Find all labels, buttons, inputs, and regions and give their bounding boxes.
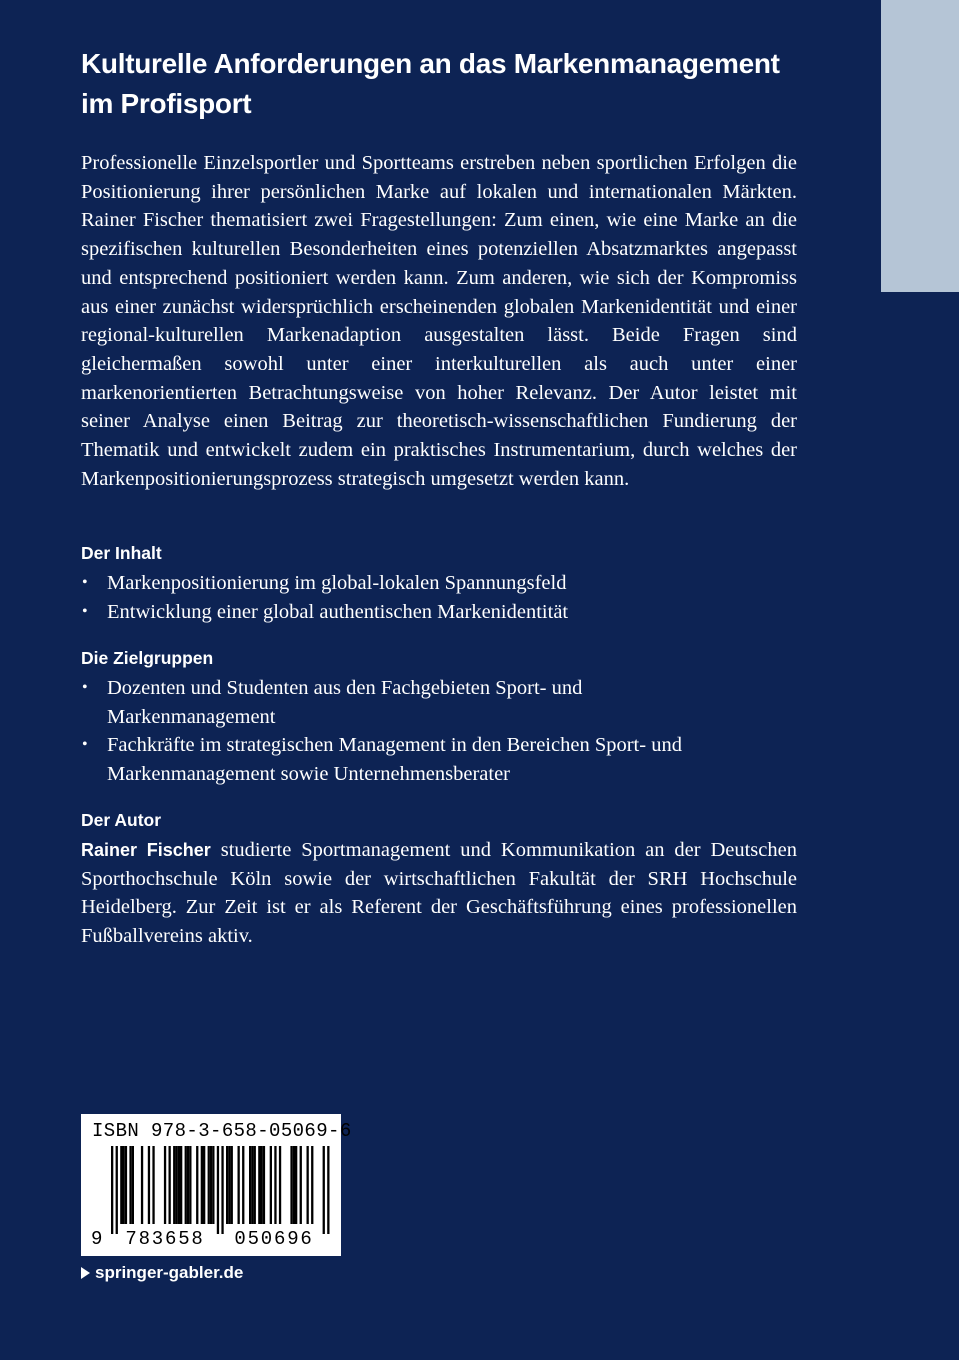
- barcode-bar: [270, 1146, 272, 1224]
- ean-first-digit: 9: [91, 1228, 103, 1250]
- barcode-bar: [228, 1146, 230, 1224]
- barcode-bar: [295, 1146, 297, 1224]
- zielgruppen-heading: Die Zielgruppen: [81, 648, 214, 668]
- publisher-url: springer-gabler.de: [95, 1263, 244, 1282]
- barcode-bar: [210, 1146, 212, 1224]
- author-bio: [81, 836, 797, 951]
- barcode-bar: [187, 1146, 189, 1224]
- barcode-bar: [123, 1146, 125, 1224]
- zielgruppen-list: [81, 674, 771, 788]
- barcode-bar: [300, 1146, 302, 1224]
- barcode-bar: [261, 1146, 263, 1224]
- ean-left-digits: 783658: [125, 1228, 205, 1250]
- barcode-bar: [290, 1146, 292, 1224]
- barcode-bar: [251, 1146, 253, 1224]
- ean-right-digits: 050696: [234, 1228, 314, 1250]
- barcode-bar: [185, 1146, 187, 1224]
- barcode-bar: [152, 1146, 154, 1224]
- autor-heading: Der Autor: [81, 810, 162, 830]
- barcode-bar: [208, 1146, 210, 1224]
- intro-paragraph: Professionelle Einzelsportler und Sportteams erstreben neben sportlichen Erfolgen die Positionierung ihrer persönlichen Marke auf lokalen und internationalen Märkten. Rainer Fischer thematisiert zwei Fragestellungen: Zum einen, wie eine Marke an die spezifischen kulturellen Besonderheiten eines potenziellen Absatzmarktes angepasst und entsprechend positioniert werden kann. Zum anderen, wie sich der Kompromiss aus einer zunächst widersprüchlich erscheinenden globalen Markenidentität und einer regional-kulturellen Markenadaption ausgestalten lässt. Beide Fragen sind gleichermaßen sowohl unter einer interkulturellen als auch unter einer markenorientierten Betrachtungsweise von hoher Relevanz. Der Autor leistet mit seiner Analyse einen Beitrag zur theoretisch-wissenschaftlichen Fundierung der Thematik und entwickelt zudem ein praktisches Instrumentarium, durch welches der Markenpositionierungsprozess strategisch umgesetzt werden kann.: [81, 152, 797, 490]
- inhalt-heading: Der Inhalt: [81, 543, 162, 563]
- barcode-bar: [307, 1146, 309, 1224]
- barcode-bar: [231, 1146, 233, 1224]
- barcode-bar: [217, 1146, 219, 1234]
- barcode-bar: [141, 1146, 143, 1224]
- barcode-bar: [180, 1146, 182, 1224]
- barcode-bar: [249, 1146, 251, 1224]
- barcode-bar: [116, 1146, 118, 1234]
- barcode-bar: [238, 1146, 240, 1224]
- inhalt-item: • Markenpositionierung im global-lokalen Spannungsfeld: [81, 569, 801, 598]
- page-title: [81, 44, 801, 124]
- barcode-bar: [221, 1146, 223, 1234]
- inhalt-list: [81, 569, 801, 626]
- publisher-link[interactable]: [81, 1262, 243, 1284]
- barcode-bar: [120, 1146, 122, 1224]
- title-line-2: im Profisport: [81, 88, 252, 119]
- barcode-bar: [189, 1146, 191, 1224]
- inhalt-item: • Entwicklung einer global authentischen Markenidentität: [81, 598, 801, 627]
- title-line-1: Kulturelle Anforderungen an das Markenmanagement: [81, 48, 780, 79]
- barcode-bar: [111, 1146, 113, 1234]
- barcode-bar: [164, 1146, 166, 1224]
- isbn-barcode: [81, 1114, 352, 1256]
- barcode-bar: [203, 1146, 205, 1224]
- barcode-bar: [175, 1146, 177, 1224]
- barcode-bar: [169, 1146, 171, 1224]
- barcode-bar: [323, 1146, 325, 1234]
- barcode-bar: [129, 1146, 131, 1224]
- zielgruppen-item: • Dozenten und Studenten aus den Fachgebieten Sport- und Markenmanagement: [81, 674, 647, 731]
- barcode-bar: [201, 1146, 203, 1224]
- barcode-bar: [274, 1146, 276, 1224]
- zielgruppen-item: • Fachkräfte im strategischen Management in den Bereichen Sport- und Markenmanagement sowie Unternehmensberater: [81, 731, 771, 788]
- barcode-bar: [226, 1146, 228, 1224]
- barcode-bar: [279, 1146, 281, 1224]
- arrow-right-icon: [81, 1267, 90, 1279]
- barcode-bar: [327, 1146, 329, 1234]
- barcode-bar: [311, 1146, 313, 1224]
- isbn-text: ISBN 978-3-658-05069-6: [92, 1120, 352, 1142]
- barcode-bar: [212, 1146, 214, 1224]
- side-color-tab: [881, 0, 959, 292]
- barcode-bar: [242, 1146, 244, 1224]
- barcode-bar: [125, 1146, 127, 1224]
- barcode-bar: [178, 1146, 180, 1224]
- author-bio-text: studierte Sportmanagement und Kommunikation an der Deutschen Sporthochschule Köln sowie der wirtschaftlichen Fakultät der SRH Hochschule Heidelberg. Zur Zeit ist er als Referent der Geschäftsführung eines professionellen Fußballvereins aktiv.: [81, 839, 797, 948]
- barcode-bar: [173, 1146, 175, 1224]
- barcode-bar: [254, 1146, 256, 1224]
- barcode-bar: [258, 1146, 260, 1224]
- barcode-bar: [132, 1146, 134, 1224]
- barcode-bar: [263, 1146, 265, 1224]
- barcode-bar: [196, 1146, 198, 1224]
- barcode-bar: [293, 1146, 295, 1224]
- author-name: Rainer Fischer: [81, 840, 211, 860]
- barcode-bar: [148, 1146, 150, 1224]
